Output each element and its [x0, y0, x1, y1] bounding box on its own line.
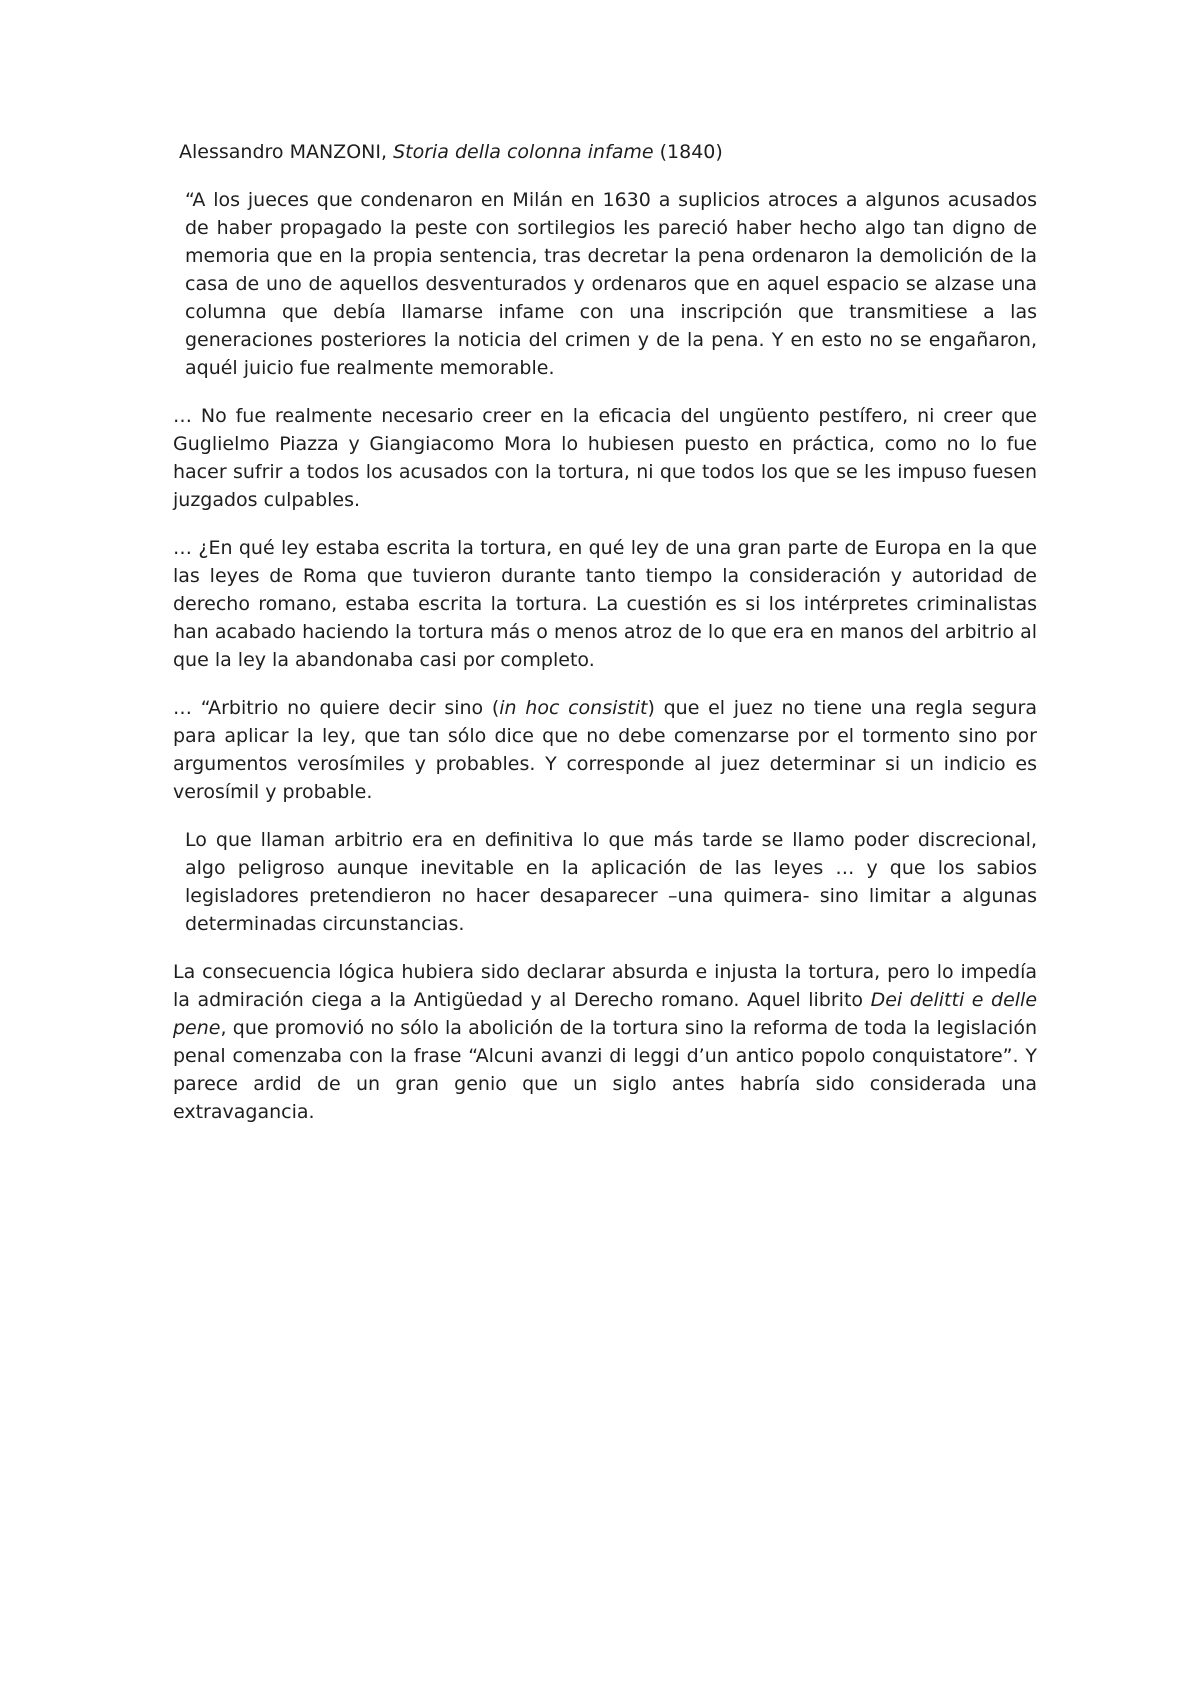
- paragraph-3: … ¿En qué ley estaba escrita la tortura, en qué ley de una gran parte de Europa en la que las leyes de Roma que tuvieron durante tanto tiempo la consideración y autoridad de derecho romano, estaba escrita la tortura. La cuestión es si los intérpretes criminalistas han acabado haciendo la tortura más o menos atroz de lo que era en manos del arbitrio al que la ley la abandonaba casi por completo.: [173, 537, 1037, 671]
- paragraph-1: “A los jueces que condenaron en Milán en 1630 a suplicios atroces a algunos acusados de haber propagado la peste con sortilegios les pareció haber hecho algo tan digno de memoria que en la propia sentencia, tras decretar la pena ordenaron la demolición de la casa de uno de aquellos desventurados y ordenaros que en aquel espacio se alzase una columna que debía llamarse infame con una inscripción que transmitiese a las generaciones posteriores la noticia del crimen y de la pena. Y en esto no se engañaron, aquél juicio fue realmente memorable.: [185, 189, 1037, 379]
- paragraph-6-text-b: , que promovió no sólo la abolición de la tortura sino la reforma de toda la legislación penal comenzaba con la frase “Alcuni avanzi di leggi d’un antico popolo conquistatore”. Y parece ardid de un gran genio que un siglo antes habría sido considerada una extravagancia.: [173, 1017, 1037, 1123]
- paragraph-6-book-title: Dei delitti e delle pene: [173, 989, 1038, 1039]
- paragraph-4-text-a: … “Arbitrio no quiere decir sino (: [173, 697, 500, 719]
- author-last-name: MANZONI: [289, 141, 381, 163]
- paragraph-4-latin-phrase: in hoc consistit: [499, 697, 648, 719]
- publication-year: (1840): [659, 141, 723, 163]
- paragraph-6: [173, 958, 1037, 1126]
- author-first-name: Alessandro: [179, 141, 284, 163]
- paragraph-2: … No fue realmente necesario creer en la eficacia del ungüento pestífero, ni creer que Guglielmo Piazza y Giangiacomo Mora lo hubiesen puesto en práctica, como no lo fue hacer sufrir a todos los acusados con la tortura, ni que todos los que se les impuso fuesen juzgados culpables.: [173, 405, 1037, 511]
- work-title: Storia della colonna infame: [393, 141, 654, 163]
- paragraph-5: Lo que llaman arbitrio era en definitiva lo que más tarde se llamo poder discrecional, algo peligroso aunque inevitable en la aplicación de las leyes … y que los sabios legisladores pretendieron no hacer desaparecer –una quimera- sino limitar a algunas determinadas circunstancias.: [185, 829, 1037, 935]
- document-page: [173, 138, 1037, 1146]
- paragraph-6-text-a: La consecuencia lógica hubiera sido declarar absurda e injusta la tortura, pero lo impedía la admiración ciega a la Antigüedad y al Derecho romano. Aquel librito: [173, 961, 1037, 1011]
- document-heading: [179, 138, 1037, 166]
- paragraph-4-text-b: ) que el juez no tiene una regla segura para aplicar la ley, que tan sólo dice que no debe comenzarse por el tormento sino por argumentos verosímiles y probables. Y corresponde al juez determinar si un indicio es verosímil y probable.: [173, 697, 1037, 803]
- paragraph-4: [173, 694, 1037, 806]
- heading-separator: ,: [380, 141, 388, 163]
